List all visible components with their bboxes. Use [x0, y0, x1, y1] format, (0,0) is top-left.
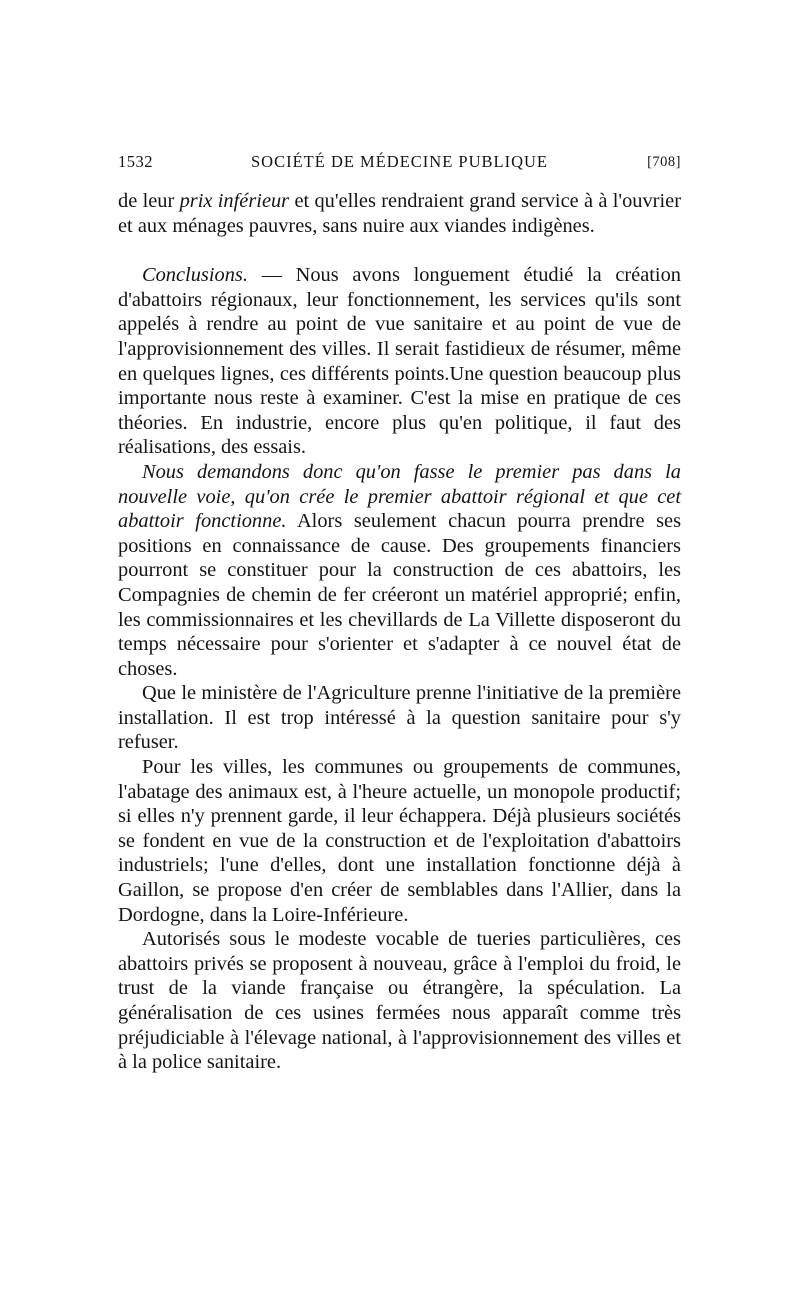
text-run: Pour les villes, les communes ou groupements de communes, l'abatage des animaux est, à l'heure actuelle, un monopole productif; si elles n'y prennent garde, il leur échappera. Déjà plusieurs sociétés se fondent en vue de la construction et de l'exploitation d'abattoirs industriels; l'une d'elles, dont une installation fonctionne déjà à Gaillon, se propose d'en créer de semblables dans l'Allier, dans la Dordogne, dans la Loire-Inférieure.	[118, 756, 681, 926]
text-run: Alors seulement chacun pourra prendre ses positions en connaissance de cause. Des groupements financiers pourront se constituer pour la construction de ces abattoirs, les Compagnies de chemin de fer créeront un matériel approprié; enfin, les commissionnaires et les chevillards de La Villette disposeront du temps nécessaire pour s'orienter et s'adapter à ce nouvel état de choses.	[118, 510, 681, 680]
paragraph-conclusions	[118, 263, 681, 460]
italic-run: prix inférieur	[179, 190, 290, 212]
running-head	[118, 152, 681, 178]
text-run: de leur	[118, 190, 180, 212]
italic-run: Nous demandons donc qu'on fasse le premier pas dans la nouvelle voie, qu'on crée le premier abattoir régional et que cet abattoir fonctionne.	[118, 460, 681, 533]
paragraph-demand	[118, 460, 681, 681]
text-run: Que le ministère de l'Agriculture prenne l'initiative de la première installation. Il est trop intéressé à la question sanitaire pour s'y refuser.	[118, 682, 681, 754]
paragraph-private-abattoirs	[118, 927, 681, 1075]
paragraph-ministry	[118, 681, 681, 755]
paragraph-towns	[118, 755, 681, 927]
text-run: Autorisés sous le modeste vocable de tueries particulières, ces abattoirs privés se proposent à nouveau, grâce à l'emploi du froid, le trust de la viande française ou étrangère, la spéculation. La généralisation de ces usines fermées nous apparaît comme très préjudiciable à l'élevage national, à l'approvisionnement des villes et à la police sanitaire.	[118, 928, 681, 1074]
page-number: 1532	[118, 152, 153, 171]
page-code: [708]	[647, 154, 681, 170]
body-text	[118, 189, 681, 1075]
text-run: et qu'elles rendraient grand service à à l'ouvrier et aux ménages pauvres, sans nuire aux viandes indigènes.	[118, 190, 681, 237]
section-heading-conclusions: Conclusions.	[142, 264, 248, 287]
running-title: SOCIÉTÉ DE MÉDECINE PUBLIQUE	[250, 152, 549, 171]
paragraph-intro	[118, 189, 681, 238]
text-run: — Nous avons longuement étudié la création d'abattoirs régionaux, leur fonctionnement, les services qu'ils sont appelés à rendre au point de vue sanitaire et au point de vue de l'approvisionnement des villes. Il serait fastidieux de résumer, même en quelques lignes, ces différents points.Une question beaucoup plus importante nous reste à examiner. C'est la mise en pratique de ces théories. En industrie, encore plus qu'en politique, il faut des réalisations, des essais.	[118, 264, 681, 459]
book-page	[118, 152, 681, 1075]
